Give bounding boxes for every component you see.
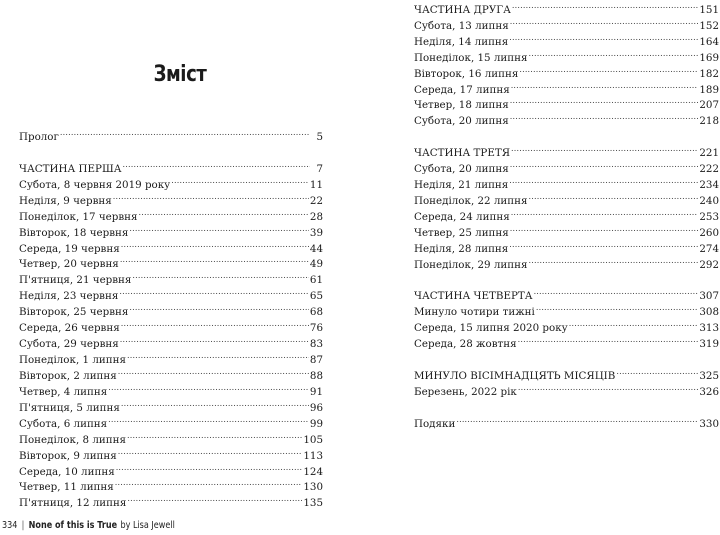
toc-entry-page: 207 bbox=[699, 99, 719, 112]
toc-entry bbox=[19, 156, 325, 175]
toc-entry-label: Вівторок, 16 липня bbox=[414, 67, 519, 80]
toc-entry-label: Понеділок, 1 липня bbox=[19, 354, 126, 367]
toc-entry-label: Середа, 15 липня 2020 року bbox=[414, 322, 568, 335]
toc-entry-label: Субота, 8 червня 2019 року bbox=[19, 178, 171, 191]
page-footer bbox=[2, 520, 175, 531]
toc-leader-dots bbox=[108, 379, 309, 395]
toc-leader-dots bbox=[116, 459, 303, 475]
toc-leader-dots bbox=[121, 315, 309, 331]
toc-leader-dots bbox=[118, 443, 303, 459]
toc-entry-page: 292 bbox=[699, 258, 719, 271]
toc-entry-label: Четвер, 11 липня bbox=[19, 481, 114, 494]
toc-leader-dots bbox=[536, 299, 699, 315]
toc-entry-page: 253 bbox=[699, 210, 719, 223]
toc-entry-label: Понеділок, 17 червня bbox=[19, 210, 138, 223]
toc-entry bbox=[414, 331, 719, 351]
toc-entry bbox=[19, 172, 325, 191]
toc-entry-label: Середа, 10 липня bbox=[19, 465, 115, 478]
toc-leader-dots bbox=[127, 490, 302, 506]
toc-leader-dots bbox=[123, 156, 310, 172]
toc-entry-page: 326 bbox=[699, 385, 719, 398]
toc-entry bbox=[414, 13, 719, 32]
toc-entry-page: 61 bbox=[309, 274, 323, 287]
toc-entry bbox=[414, 411, 719, 430]
toc-leader-dots bbox=[120, 331, 309, 347]
toc-entry bbox=[414, 172, 719, 191]
toc-entry bbox=[19, 283, 325, 303]
toc-leader-dots bbox=[529, 252, 699, 268]
toc-entry bbox=[19, 474, 325, 494]
toc-leader-dots bbox=[510, 92, 699, 108]
toc-entry-label: Пролог bbox=[19, 131, 59, 143]
toc-leader-dots bbox=[569, 315, 699, 331]
toc-entry-label: П'ятниця, 5 липня bbox=[19, 401, 120, 414]
toc-leader-dots bbox=[113, 188, 309, 204]
toc-entry-page: 151 bbox=[699, 4, 719, 16]
toc-entry bbox=[414, 283, 719, 303]
toc-leader-dots bbox=[512, 0, 698, 13]
toc-leader-dots bbox=[456, 411, 698, 427]
toc-entry-label: Вівторок, 25 червня bbox=[19, 306, 129, 319]
toc-entry-label: Субота, 29 червня bbox=[19, 338, 119, 351]
toc-leader-dots bbox=[616, 363, 698, 379]
toc-entry-page: 99 bbox=[309, 417, 323, 430]
toc-entry-label: Субота, 6 липня bbox=[19, 417, 108, 430]
toc-entry bbox=[19, 490, 325, 510]
footer-author: by Lisa Jewell bbox=[120, 520, 175, 531]
toc-entry bbox=[19, 220, 325, 239]
toc-entry bbox=[19, 299, 325, 319]
toc-entry bbox=[19, 459, 325, 478]
toc-entry bbox=[414, 379, 719, 398]
toc-leader-dots bbox=[510, 220, 699, 236]
toc-entry bbox=[19, 331, 325, 351]
toc-leader-dots bbox=[509, 172, 698, 188]
toc-entry-label: Неділя, 21 липня bbox=[414, 179, 509, 191]
toc-leader-dots bbox=[511, 140, 698, 156]
toc-entry bbox=[19, 204, 325, 223]
toc-entry-page: 313 bbox=[699, 322, 719, 335]
toc-entry-label: Субота, 20 липня bbox=[414, 163, 509, 176]
toc-entry bbox=[19, 236, 325, 255]
toc-leader-dots bbox=[509, 236, 698, 252]
toc-entry bbox=[414, 156, 719, 176]
toc-entry bbox=[414, 204, 719, 223]
toc-entry bbox=[19, 188, 325, 207]
toc-entry-label: ЧАСТИНА ДРУГА bbox=[414, 4, 511, 16]
toc-leader-dots bbox=[171, 172, 309, 188]
footer-separator: | bbox=[21, 520, 25, 531]
toc-entry bbox=[19, 379, 325, 398]
toc-entry bbox=[414, 363, 719, 382]
toc-leader-dots bbox=[510, 108, 699, 124]
toc-entry bbox=[19, 124, 325, 143]
toc-entry-page: 124 bbox=[303, 465, 323, 478]
toc-leader-dots bbox=[510, 156, 699, 172]
toc-entry-page: 22 bbox=[309, 194, 323, 207]
toc-entry-label: Вівторок, 2 липня bbox=[19, 369, 117, 382]
toc-entry bbox=[414, 299, 719, 319]
toc-leader-dots bbox=[518, 331, 699, 347]
toc-entry bbox=[414, 236, 719, 255]
toc-entry-label: Минуло чотири тижні bbox=[414, 306, 535, 319]
toc-entry-page: 113 bbox=[303, 449, 323, 462]
toc-entry-page: 308 bbox=[699, 306, 719, 319]
toc-entry-label: Понеділок, 22 липня bbox=[414, 194, 528, 207]
toc-entry-label: Четвер, 4 липня bbox=[19, 385, 108, 398]
toc-entry bbox=[414, 77, 719, 96]
toc-leader-dots bbox=[519, 61, 698, 77]
toc-leader-dots bbox=[129, 299, 309, 315]
toc-entry bbox=[19, 315, 325, 335]
toc-entry-label: Середа, 26 червня bbox=[19, 322, 120, 335]
toc-entry bbox=[414, 140, 719, 160]
toc-leader-dots bbox=[120, 251, 309, 267]
toc-entry-page: 274 bbox=[699, 242, 719, 255]
toc-entry-label: Середа, 17 липня bbox=[414, 83, 510, 96]
toc-entry-page: 65 bbox=[309, 290, 323, 303]
toc-leader-dots bbox=[121, 395, 309, 411]
toc-entry-page: 7 bbox=[316, 162, 323, 175]
toc-leader-dots bbox=[121, 236, 309, 252]
toc-entry-page: 11 bbox=[309, 178, 323, 191]
toc-entry bbox=[19, 363, 325, 382]
toc-entry bbox=[414, 188, 719, 207]
toc-leader-dots bbox=[119, 283, 309, 299]
toc-entry-page: 260 bbox=[699, 226, 719, 239]
toc-entry-page: 28 bbox=[309, 210, 323, 223]
toc-entry-page: 325 bbox=[699, 369, 719, 382]
toc-entry-page: 87 bbox=[309, 354, 323, 367]
toc-entry-page: 130 bbox=[303, 481, 323, 494]
page-title: Зміст bbox=[153, 62, 207, 87]
toc-entry-page: 218 bbox=[699, 115, 719, 128]
toc-entry-label: Понеділок, 29 липня bbox=[414, 258, 528, 271]
toc-entry-page: 39 bbox=[309, 226, 323, 239]
toc-entry-label: Березень, 2022 рік bbox=[414, 385, 517, 398]
toc-entry-page: 319 bbox=[699, 338, 719, 351]
toc-entry-page: 44 bbox=[309, 242, 323, 255]
toc-entry bbox=[414, 29, 719, 48]
toc-entry-page: 182 bbox=[699, 67, 719, 80]
toc-entry-page: 49 bbox=[309, 258, 323, 271]
toc-entry bbox=[19, 251, 325, 271]
toc-entry-label: Субота, 20 липня bbox=[414, 115, 509, 128]
footer-page-number: 334 bbox=[2, 520, 18, 531]
toc-entry bbox=[19, 411, 325, 430]
toc-leader-dots bbox=[127, 427, 302, 443]
toc-entry-label: Понеділок, 15 липня bbox=[414, 51, 528, 64]
toc-entry bbox=[19, 267, 325, 287]
toc-leader-dots bbox=[529, 188, 699, 204]
toc-entry-page: 330 bbox=[699, 417, 719, 430]
toc-entry-label: Середа, 28 жовтня bbox=[414, 338, 517, 351]
footer-book-title: None of this is True bbox=[28, 520, 118, 531]
toc-entry bbox=[414, 252, 719, 271]
toc-leader-dots bbox=[115, 474, 303, 490]
toc-leader-dots bbox=[108, 411, 309, 427]
toc-entry-page: 105 bbox=[303, 433, 323, 446]
toc-entry bbox=[19, 347, 325, 367]
toc-entry-page: 135 bbox=[303, 497, 323, 510]
toc-leader-dots bbox=[139, 204, 309, 220]
toc-entry-page: 221 bbox=[699, 147, 719, 160]
toc-entry-label: Неділя, 28 липня bbox=[414, 242, 509, 255]
toc-entry bbox=[414, 220, 719, 239]
toc-entry bbox=[19, 443, 325, 462]
toc-entry-label: ЧАСТИНА ТРЕТЯ bbox=[414, 147, 511, 160]
toc-entry-page: 96 bbox=[309, 401, 323, 414]
toc-leader-dots bbox=[534, 283, 699, 299]
toc-entry-label: Неділя, 9 червня bbox=[19, 194, 112, 207]
toc-entry-label: Четвер, 20 червня bbox=[19, 258, 119, 271]
toc-entry bbox=[414, 0, 719, 16]
toc-entry-page: 83 bbox=[309, 338, 323, 351]
toc-leader-dots bbox=[129, 220, 309, 236]
toc-entry-page: 91 bbox=[309, 385, 323, 398]
toc-entry-page: 240 bbox=[699, 194, 719, 207]
toc-entry-label: Середа, 19 червня bbox=[19, 242, 120, 255]
toc-entry-label: Понеділок, 8 липня bbox=[19, 433, 126, 446]
toc-entry-label: ЧАСТИНА ПЕРША bbox=[19, 162, 122, 175]
toc-entry-label: Четвер, 25 липня bbox=[414, 226, 509, 239]
toc-leader-dots bbox=[118, 363, 309, 379]
toc-entry bbox=[414, 108, 719, 128]
toc-leader-dots bbox=[60, 124, 310, 140]
toc-entry-page: 189 bbox=[699, 83, 719, 96]
toc-entry-label: Неділя, 14 липня bbox=[414, 35, 509, 48]
toc-leader-dots bbox=[510, 13, 699, 29]
toc-leader-dots bbox=[529, 45, 699, 61]
toc-leader-dots bbox=[511, 77, 699, 93]
toc-leader-dots bbox=[518, 379, 698, 395]
toc-entry bbox=[19, 427, 325, 446]
toc-entry-label: П'ятниця, 21 червня bbox=[19, 274, 132, 287]
toc-entry-label: Вівторок, 9 липня bbox=[19, 449, 117, 462]
toc-entry-page: 68 bbox=[309, 306, 323, 319]
toc-entry-label: Четвер, 18 липня bbox=[414, 99, 509, 112]
toc-entry-label: П'ятниця, 12 липня bbox=[19, 497, 127, 510]
toc-entry-page: 76 bbox=[309, 322, 323, 335]
toc-leader-dots bbox=[509, 29, 698, 45]
toc-entry-label: ЧАСТИНА ЧЕТВЕРТА bbox=[414, 290, 533, 303]
toc-entry-label: Неділя, 23 червня bbox=[19, 290, 119, 303]
toc-entry-page: 152 bbox=[699, 19, 719, 32]
toc-entry-page: 5 bbox=[316, 131, 323, 143]
toc-entry bbox=[414, 61, 719, 80]
toc-entry-page: 222 bbox=[699, 163, 719, 176]
toc-entry bbox=[414, 315, 719, 335]
toc-entry bbox=[19, 395, 325, 414]
toc-entry-label: Вівторок, 18 червня bbox=[19, 226, 129, 239]
toc-entry-label: Середа, 24 липня bbox=[414, 210, 510, 223]
toc-entry-label: МИНУЛО ВІСІМНАДЦЯТЬ МІСЯЦІВ bbox=[414, 369, 616, 382]
toc-entry-page: 164 bbox=[699, 35, 719, 48]
toc-leader-dots bbox=[127, 347, 309, 363]
toc-entry-label: Подяки bbox=[414, 417, 456, 430]
toc-entry-label: Субота, 13 липня bbox=[414, 19, 509, 32]
toc-entry-page: 307 bbox=[699, 290, 719, 303]
toc-entry-page: 234 bbox=[699, 179, 719, 191]
toc-entry bbox=[414, 92, 719, 112]
toc-entry-page: 169 bbox=[699, 51, 719, 64]
toc-leader-dots bbox=[511, 204, 699, 220]
toc-entry bbox=[414, 45, 719, 64]
toc-entry-page: 88 bbox=[309, 369, 323, 382]
toc-leader-dots bbox=[132, 267, 308, 283]
